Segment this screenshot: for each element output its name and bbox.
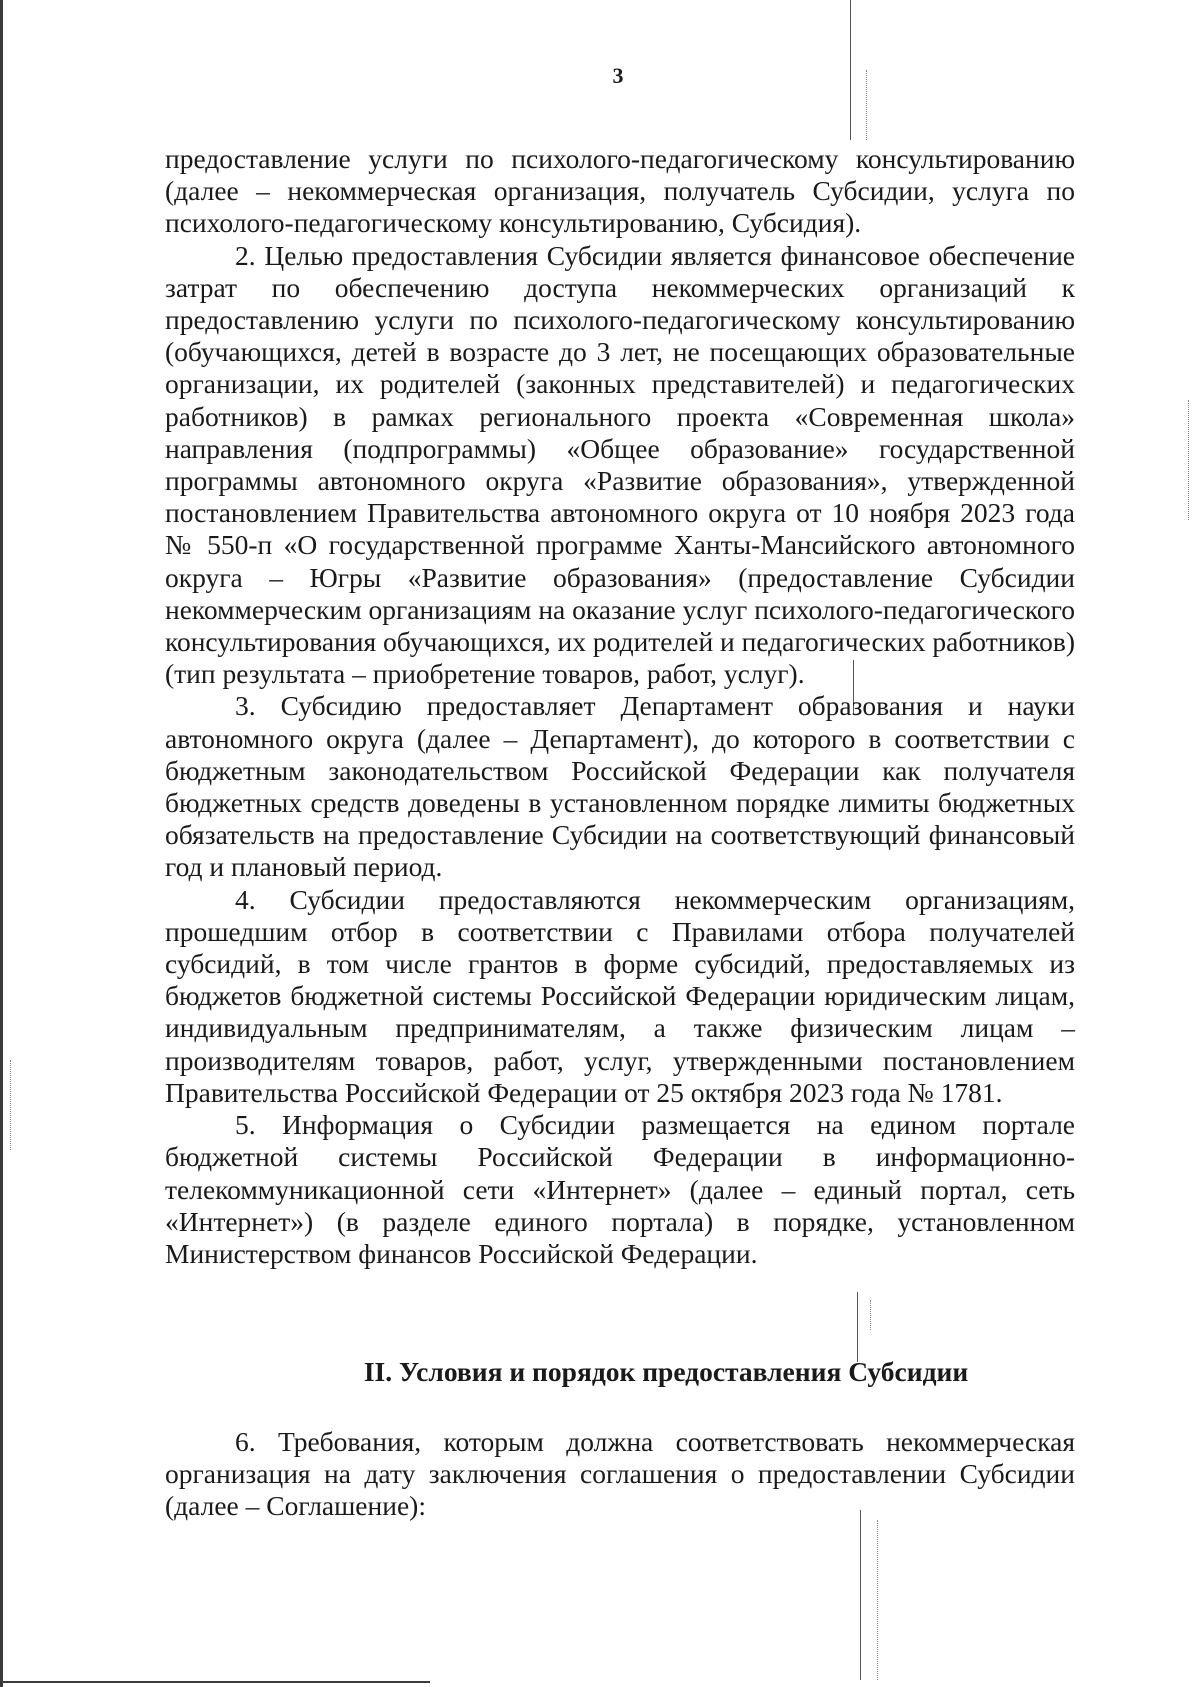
section-heading: II. Условия и порядок предоставления Субсидии [363, 1356, 969, 1387]
scan-artifact-dots [10, 1060, 12, 1150]
scan-artifact-dots [1188, 400, 1190, 520]
paragraph-continuation: предоставление услуги по психолого-педагогическому консультированию (далее – некоммерческая организация, получатель Субсидии, услуга по психолого-педагогическому консультированию, Субсидия). [165, 143, 1075, 239]
page-number: 3 [612, 63, 624, 88]
paragraph-3: 3. Субсидию предоставляет Департамент образования и науки автономного округа (далее – Департамент), до которого в соответствии с бюджетным законодательством Российской Федерации как получателя бюджетных средств доведены в установленном порядке лимиты бюджетных обязательств на предоставление Субсидии на соответствующий финансовый год и плановый период. [165, 690, 1075, 883]
section-body-text [165, 1426, 1075, 1523]
scan-artifact-dots [870, 1300, 872, 1330]
paragraph-5: 5. Информация о Субсидии размещается на едином портале бюджетной системы Российской Федерации в информационно-телекоммуникационной сети «Интернет» (далее – единый портал, сеть «Интернет») (в разделе единого портала) в порядке, установленном Министерством финансов Российской Федерации. [165, 1109, 1075, 1269]
scan-left-edge [0, 0, 3, 1687]
body-text [165, 143, 1075, 1270]
scan-bottom-edge [0, 1681, 430, 1683]
scan-artifact-dots [877, 1520, 879, 1680]
scan-artifact-line [860, 1510, 861, 1680]
paragraph-2: 2. Целью предоставления Субсидии является финансовое обеспечение затрат по обеспечению доступа некоммерческих организаций к предоставлению услуги по психолого-педагогическому консультированию (обучающихся, детей в возрасте до 3 лет, не посещающих образовательные организации, их родителей (законных представителей) и педагогических работников) в рамках регионального проекта «Современная школа» направления (подпрограммы) «Общее образование» государственной программы автономного округа «Развитие образования», утвержденной постановлением Правительства автономного округа от 10 ноября 2023 года № 550-п «О государственной программе Ханты-Мансийского автономного округа – Югры «Развитие образования» (предоставление Субсидии некоммерческим организациям на оказание услуг психолого-педагогического консультирования обучающихся, их родителей и педагогических работников) (тип результата – приобретение товаров, работ, услуг). [165, 239, 1075, 690]
scan-artifact-line [857, 1292, 858, 1362]
paragraph-6: 6. Требования, которым должна соответствовать некоммерческая организация на дату заключения соглашения о предоставлении Субсидии (далее – Соглашение): [165, 1426, 1075, 1522]
paragraph-4: 4. Субсидии предоставляются некоммерческим организациям, прошедшим отбор в соответствии с Правилами отбора получателей субсидий, в том числе грантов в форме субсидий, предоставляемых из бюджетов бюджетной системы Российской Федерации юридическим лицам, индивидуальным предпринимателям, а также физическим лицам – производителям товаров, работ, услуг, утвержденными постановлением Правительства Российской Федерации от 25 октября 2023 года № 1781. [165, 883, 1075, 1108]
